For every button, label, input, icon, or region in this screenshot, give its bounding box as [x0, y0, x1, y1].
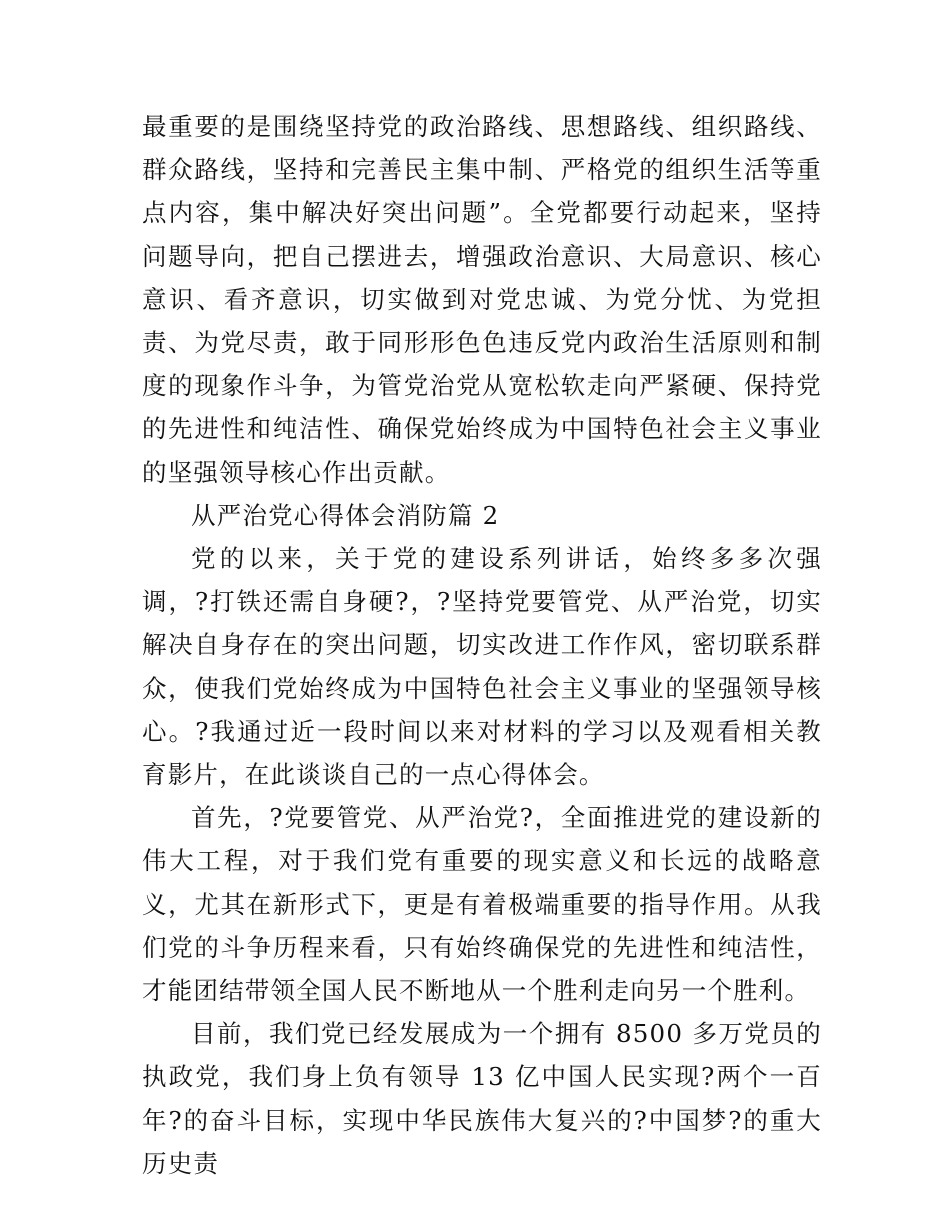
paragraph-3: 首先，?党要管党、从严治党?，全面推进党的建设新的伟大工程，对于我们党有重要的现实意义和长远的战略意义，尤其在新形式下，更是有着极端重要的指导作用。从我们党的斗争历程来看，只有始终确保党的先进性和纯洁性，才能团结带领全国人民不断地从一个胜利走向另一个胜利。: [142, 803, 822, 1006]
document-body: [142, 105, 822, 1185]
paragraph-2: 党的以来，关于党的建设系列讲话，始终多多次强调，?打铁还需自身硬?，?坚持党要管党、从严治党，切实解决自身存在的突出问题，切实改进工作作风，密切联系群众，使我们党始终成为中国特色社会主义事业的坚强领导核心。?我通过近一段时间以来对材料的学习以及观看相关教育影片，在此谈谈自己的一点心得体会。: [142, 544, 822, 790]
paragraph-1: 最重要的是围绕坚持党的政治路线、思想路线、组织路线、群众路线，坚持和完善民主集中制、严格党的组织生活等重点内容，集中解决好突出问题”。全党都要行动起来，坚持问题导向，把自己摆进去，增强政治意识、大局意识、核心意识、看齐意识，切实做到对党忠诚、为党分忧、为党担责、为党尽责，敢于同形形色色违反党内政治生活原则和制度的现象作斗争，为管党治党从宽松软走向严紧硬、保持党的先进性和纯洁性、确保党始终成为中国特色社会主义事业的坚强领导核心作出贡献。: [142, 112, 822, 487]
paragraph-4: 目前，我们党已经发展成为一个拥有 8500 多万党员的执政党，我们身上负有领导 13 亿中国人民实现?两个一百年?的奋斗目标，实现中华民族伟大复兴的?中国梦?的重大历史责: [142, 1019, 822, 1178]
section-heading: 从严治党心得体会消防篇 2: [191, 500, 500, 530]
